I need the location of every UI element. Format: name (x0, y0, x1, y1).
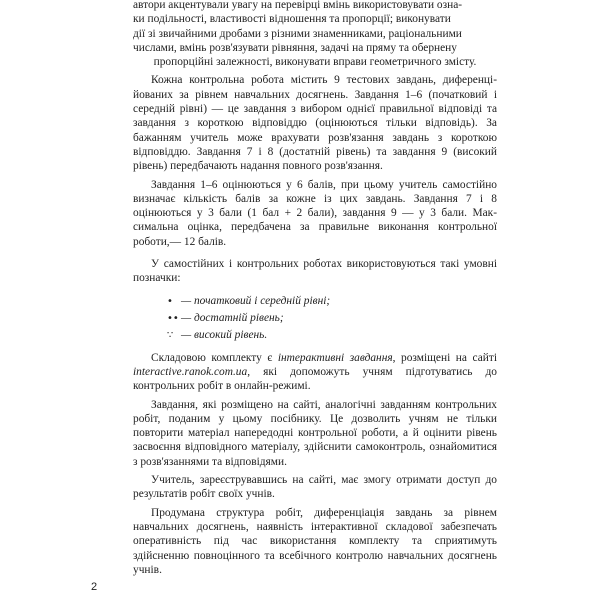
symbol-row-high (167, 328, 497, 345)
tests-paragraph: Кожна контрольна робота містить 9 тестових завдань, диференційованих за рівнем навчальних досягнень. Завдання 1–6 (початковий і середній рівні) — це завдання з вибором однієї правильної відповіді та завдання з короткою відповіддю (оцінюються тільки відповідь). За бажанням учитель може врахувати розв'язання завдань з короткою відповіддю. Завдання 7 і 8 (достатній рівень) та завдання 9 (високий рівень) передбачають надання повного розв'язання. (133, 74, 497, 173)
site-link[interactable]: interactive.ranok.com.ua (133, 365, 248, 378)
intro-line: дії зі звичайними дробами з різними знаменниками, раціональними (133, 27, 462, 40)
registered-paragraph: Учитель, зареєструвавшись на сайті, має змогу отримати доступ до результатів робіт своїх учнів. (133, 474, 497, 501)
three-dots-icon: ∵ (167, 329, 174, 341)
intro-line: числами, вмінь розв'язувати рівняння, задачі на пряму та обернену (133, 41, 457, 54)
interactive-emphasis: інтерактивні завдання (277, 351, 393, 364)
page-number: 2 (91, 581, 98, 593)
structure-paragraph: Продумана структура робіт, диференціація завдань за рівнем навчальних досягнень, наявність інтерактивної складової забезпечать оперативність під час використання комплекту та сприятимуть здійсненню повноцінного та всебічного контролю навчальних досягнень учнів. (133, 506, 497, 576)
scoring-paragraph: Завдання 1–6 оцінюються у 6 балів, при цьому учитель самостійно визначає кількість балів за кожне із цих завдань. Завдання 7 і 8 оцінюються у 3 бали (1 бал + 2 бали), завдання 9 — у 3 бали. Максимальна оцінка, передбачена за правильне виконання контрольної роботи,— 12 балів. (133, 178, 497, 248)
intro-line: пропорційні залежності, виконувати вправи геометричного змісту. (153, 56, 477, 69)
one-dot-icon: • (167, 295, 173, 307)
symbol-label: — достатній рівень; (181, 311, 284, 324)
interactive-paragraph (133, 351, 497, 394)
interactive-text: Складовою комплекту є (151, 351, 278, 364)
symbol-label: — початковий і середній рівні; (181, 294, 331, 307)
interactive-text: , які допоможуть учням підготуватись до контрольних робіт в онлайн-режимі. (133, 365, 497, 393)
intro-paragraph (133, 0, 497, 69)
site-tasks-paragraph: Завдання, які розміщено на сайті, аналогічні завданням контрольних робіт, поданим у цьому посібнику. Це дозволить учням не тільки повторити матеріал напередодні контрольної роботи, а й оцінити рівень засвоєння відповідного матеріалу, здійснити самоконтроль, ознайомитися з розв'язаннями та відповідями. (133, 398, 497, 468)
intro-line: автори акцентували увагу на перевірці вмінь використовувати озна- (133, 0, 463, 11)
interactive-text: , розміщені на сайті (392, 351, 497, 364)
intro-line: ки подільності, властивості відношення та пропорції; виконувати (133, 13, 451, 26)
page-body (133, 0, 497, 577)
symbol-label: — високий рівень. (181, 328, 268, 341)
symbols-legend (167, 294, 497, 345)
symbol-row-initial (167, 294, 497, 311)
symbol-row-sufficient (167, 311, 497, 328)
symbols-intro-paragraph: У самостійних і контрольних роботах використовуються такі умовні позначки: (133, 258, 497, 285)
two-dots-icon: •• (167, 312, 179, 324)
